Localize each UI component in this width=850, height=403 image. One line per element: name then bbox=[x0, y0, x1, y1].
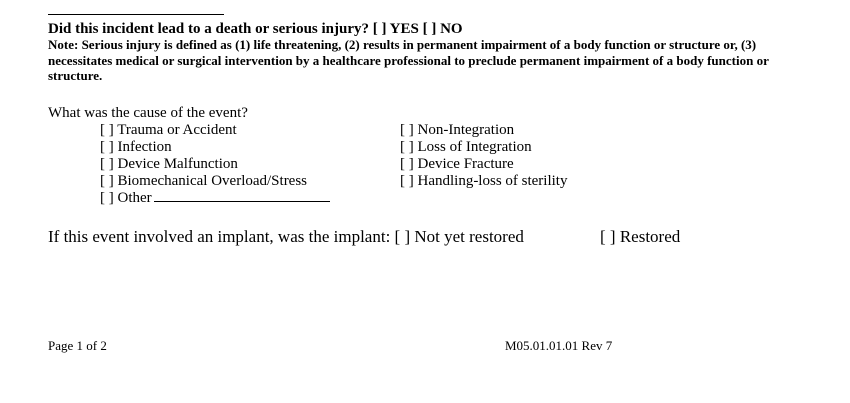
cause-option-device-fracture[interactable]: [ ] Device Fracture bbox=[400, 156, 514, 172]
form-revision: M05.01.01.01 Rev 7 bbox=[505, 338, 613, 353]
cause-option-loss-of-integration[interactable]: [ ] Loss of Integration bbox=[400, 139, 532, 155]
top-signature-line bbox=[48, 14, 224, 15]
cause-options-right bbox=[400, 122, 567, 190]
implant-restored-option[interactable]: [ ] Restored bbox=[600, 227, 681, 246]
implant-question[interactable]: If this event involved an implant, was the implant: [ ] Not yet restored bbox=[48, 227, 524, 246]
cause-option-handling-loss[interactable]: [ ] Handling-loss of sterility bbox=[400, 173, 568, 189]
cause-question: What was the cause of the event? bbox=[48, 105, 248, 121]
note-label: Note bbox=[48, 37, 74, 52]
cause-option-non-integration[interactable]: [ ] Non-Integration bbox=[400, 122, 515, 138]
cause-option-trauma[interactable]: [ ] Trauma or Accident bbox=[100, 122, 237, 138]
cause-options-left bbox=[100, 122, 330, 207]
cause-option-device-malfunction[interactable]: [ ] Device Malfunction bbox=[100, 156, 238, 172]
death-injury-question: Did this incident lead to a death or serious injury? [ ] YES [ ] NO bbox=[48, 21, 463, 37]
cause-option-biomechanical[interactable]: [ ] Biomechanical Overload/Stress bbox=[100, 173, 308, 189]
cause-option-other[interactable]: [ ] Other bbox=[100, 190, 152, 206]
serious-injury-note bbox=[48, 37, 808, 84]
cause-option-other-row[interactable] bbox=[100, 190, 330, 207]
cause-option-infection[interactable]: [ ] Infection bbox=[100, 139, 172, 155]
note-text: : Serious injury is defined as (1) life threatening, (2) results in permanent impairment of a body function or structure or, (3) necessitates medical or surgical intervention by a healthcare professional to preclude permanent impairment of a body function or structure. bbox=[48, 37, 769, 83]
page-number: Page 1 of 2 bbox=[48, 338, 107, 353]
other-blank-line[interactable] bbox=[154, 190, 330, 202]
